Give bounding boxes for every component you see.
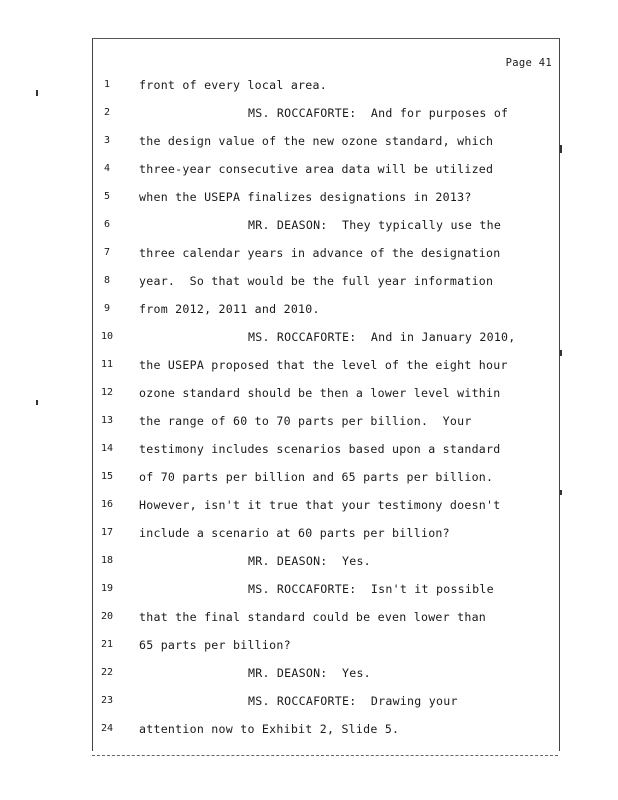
transcript-line: [0, 526, 618, 544]
line-number: 23: [100, 695, 114, 706]
page-number-label: Page 41: [505, 57, 552, 69]
line-number: 19: [100, 583, 114, 594]
transcript-line: [0, 554, 618, 572]
scan-speck: [560, 490, 562, 495]
transcript-line: [0, 162, 618, 180]
line-number: 22: [100, 667, 114, 678]
line-text: MS. ROCCAFORTE: Isn't it possible: [248, 582, 494, 596]
line-number: 3: [103, 135, 111, 146]
line-text: of 70 parts per billion and 65 parts per billion.: [139, 470, 494, 484]
line-number: 13: [100, 415, 114, 426]
line-number: 18: [100, 555, 114, 566]
line-number: 10: [100, 331, 114, 342]
transcript-line: [0, 582, 618, 600]
line-number: 15: [100, 471, 114, 482]
line-number: 6: [103, 219, 111, 230]
line-number: 11: [100, 359, 114, 370]
line-number: 21: [100, 639, 114, 650]
scan-speck: [560, 350, 562, 356]
transcript-line: [0, 218, 618, 236]
transcript-line: [0, 414, 618, 432]
line-number: 12: [100, 387, 114, 398]
line-number: 24: [100, 723, 114, 734]
line-text: However, isn't it true that your testimony doesn't: [139, 498, 501, 512]
line-text: MS. ROCCAFORTE: And for purposes of: [248, 106, 509, 120]
transcript-line: [0, 498, 618, 516]
line-number: 20: [100, 611, 114, 622]
line-number: 5: [103, 191, 111, 202]
transcript-line: [0, 610, 618, 628]
line-text: testimony includes scenarios based upon a standard: [139, 442, 501, 456]
transcript-line: [0, 694, 618, 712]
line-text: MS. ROCCAFORTE: Drawing your: [248, 694, 458, 708]
line-number: 16: [100, 499, 114, 510]
scan-speck: [560, 145, 562, 153]
transcript-line: [0, 190, 618, 208]
line-text: 65 parts per billion?: [139, 638, 291, 652]
line-text: three-year consecutive area data will be utilized: [139, 162, 494, 176]
transcript-line: [0, 358, 618, 376]
line-text: the range of 60 to 70 parts per billion. Your: [139, 414, 472, 428]
line-text: three calendar years in advance of the designation: [139, 246, 501, 260]
line-number: 14: [100, 443, 114, 454]
transcript-line: [0, 330, 618, 348]
scan-speck: [36, 400, 38, 405]
line-number: 4: [103, 163, 111, 174]
line-text: front of every local area.: [139, 78, 327, 92]
line-text: the USEPA proposed that the level of the eight hour: [139, 358, 508, 372]
transcript-line: [0, 78, 618, 96]
page-bottom-rule: [92, 755, 558, 756]
transcript-line: [0, 386, 618, 404]
transcript-line: [0, 246, 618, 264]
line-text: MR. DEASON: Yes.: [248, 666, 371, 680]
line-number: 7: [103, 247, 111, 258]
line-text: the design value of the new ozone standard, which: [139, 134, 494, 148]
line-number: 1: [103, 79, 111, 90]
line-text: ozone standard should be then a lower level within: [139, 386, 501, 400]
line-number: 2: [103, 107, 111, 118]
line-text: that the final standard could be even lower than: [139, 610, 487, 624]
scan-speck: [36, 90, 38, 96]
transcript-line: [0, 442, 618, 460]
line-text: MR. DEASON: Yes.: [248, 554, 371, 568]
transcript-line: [0, 302, 618, 320]
line-text: when the USEPA finalizes designations in 2013?: [139, 190, 472, 204]
line-text: from 2012, 2011 and 2010.: [139, 302, 320, 316]
line-number: 17: [100, 527, 114, 538]
line-text: attention now to Exhibit 2, Slide 5.: [139, 722, 400, 736]
transcript-line: [0, 638, 618, 656]
line-number: 8: [103, 275, 111, 286]
transcript-line: [0, 274, 618, 292]
line-text: MR. DEASON: They typically use the: [248, 218, 502, 232]
transcript-line: [0, 666, 618, 684]
line-text: MS. ROCCAFORTE: And in January 2010,: [248, 330, 516, 344]
line-text: include a scenario at 60 parts per billion?: [139, 526, 450, 540]
line-text: year. So that would be the full year information: [139, 274, 494, 288]
transcript-line: [0, 134, 618, 152]
transcript-line: [0, 722, 618, 740]
transcript-line: [0, 470, 618, 488]
transcript-line: [0, 106, 618, 124]
line-number: 9: [103, 303, 111, 314]
